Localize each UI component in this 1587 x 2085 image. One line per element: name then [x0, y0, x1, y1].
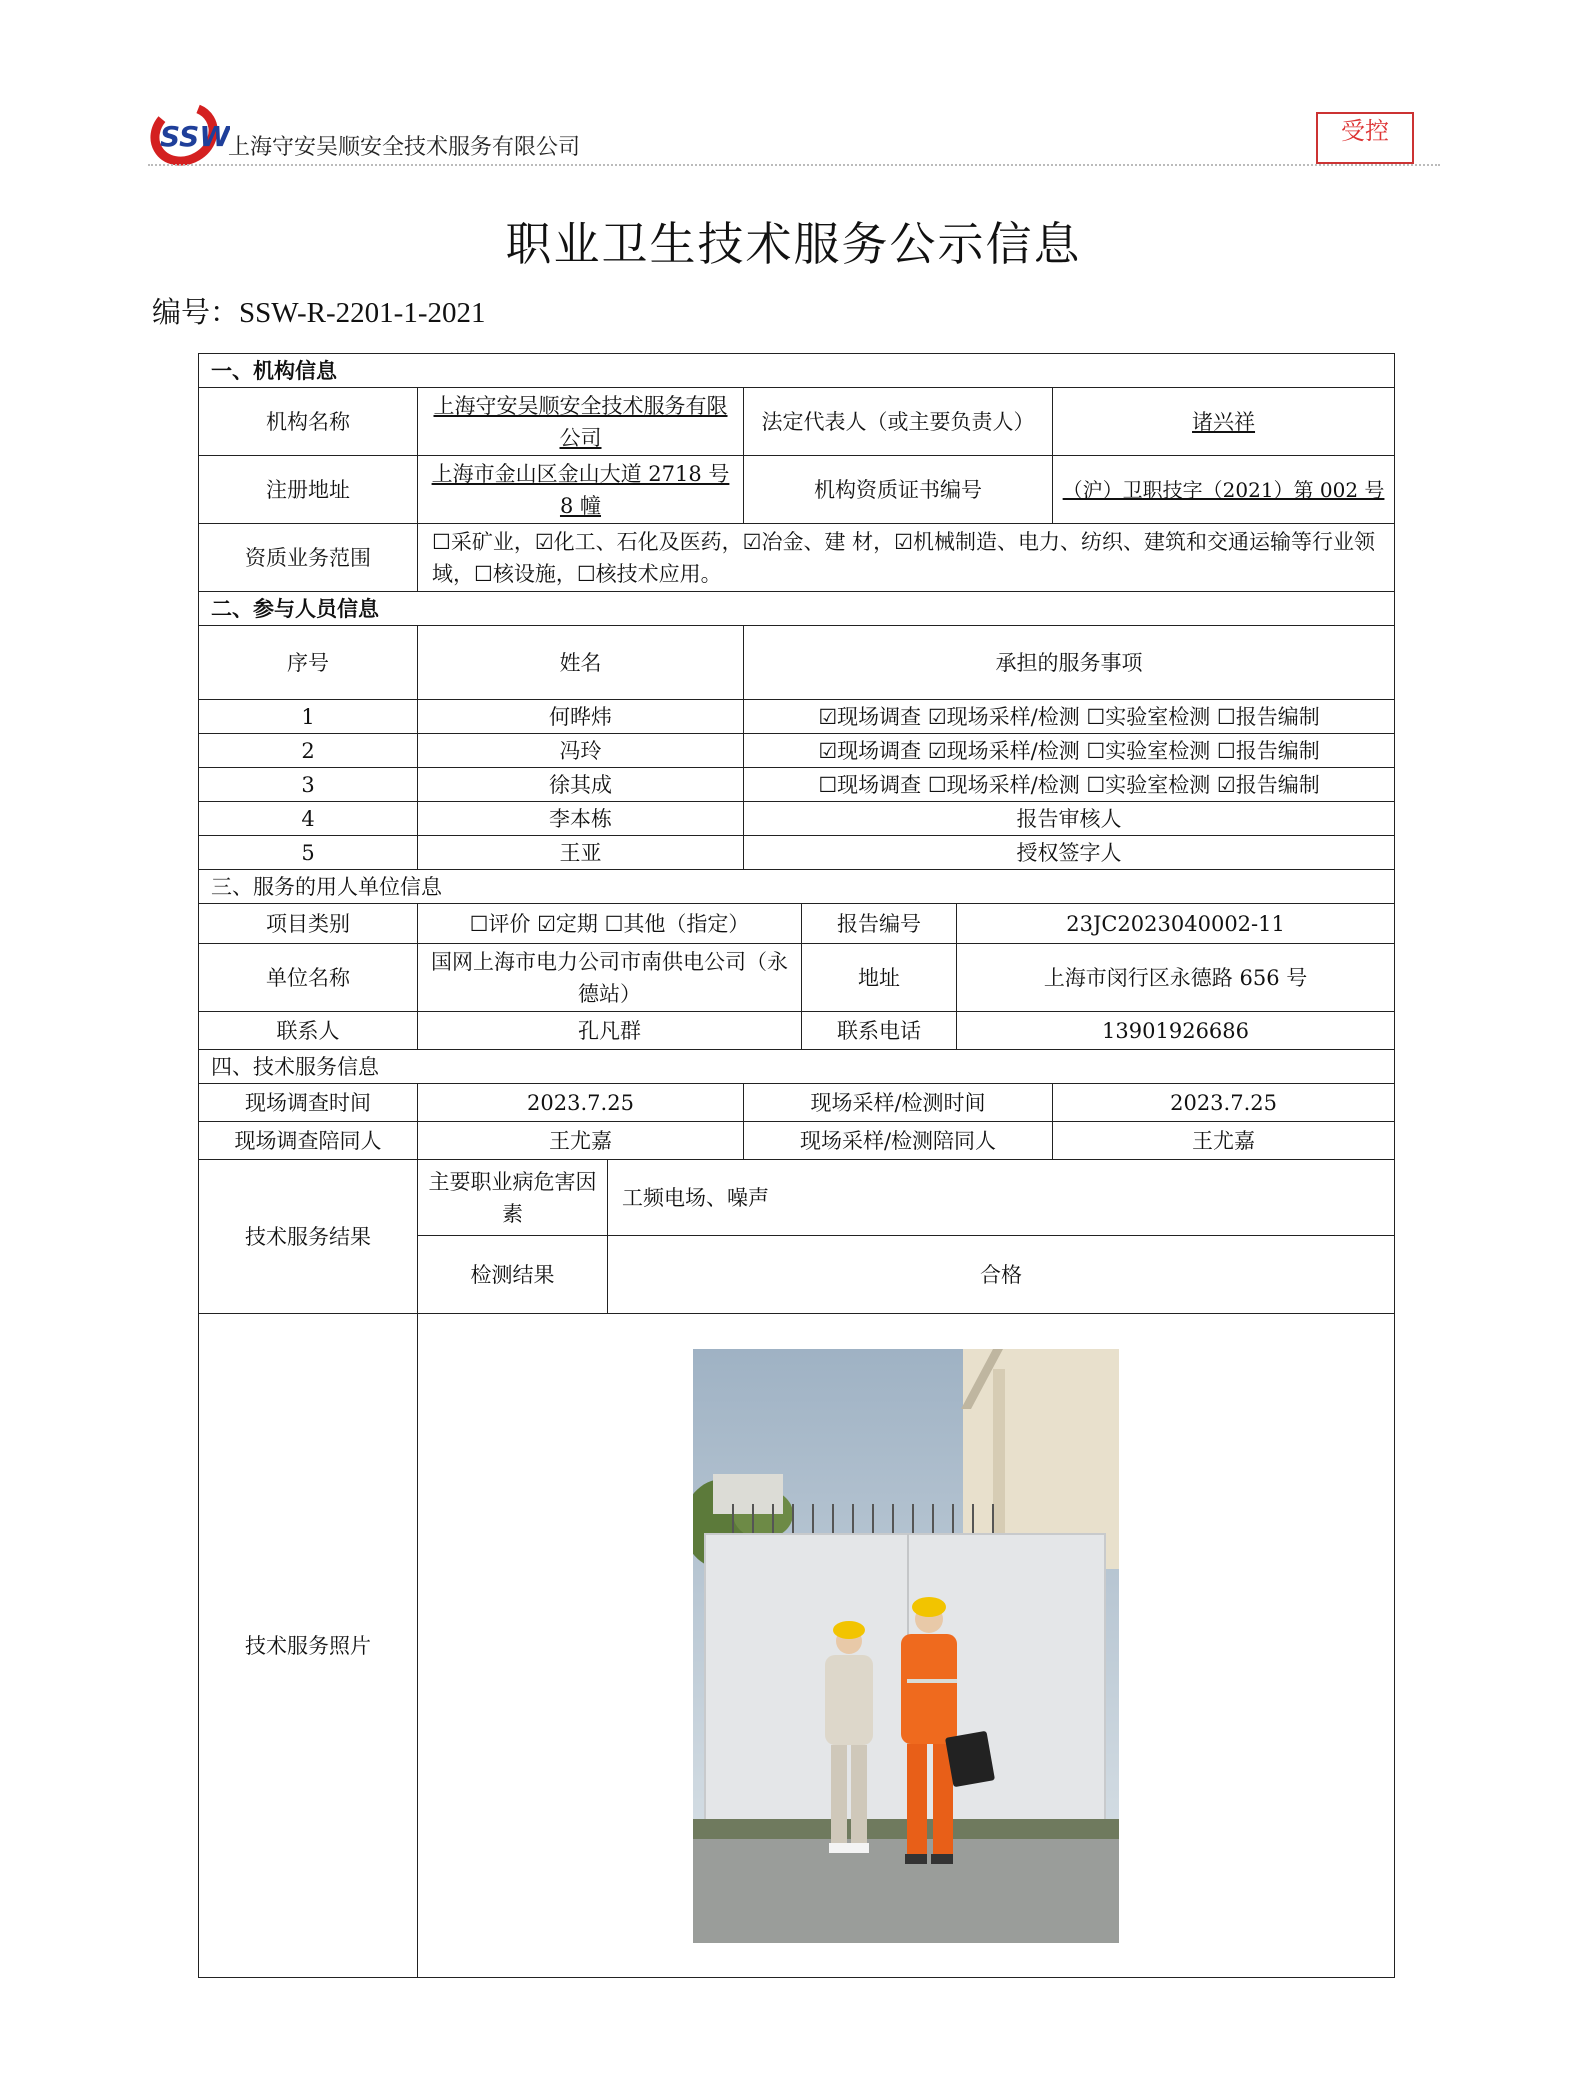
test-result-value: 合格 — [608, 1236, 1395, 1314]
cert-value: （沪）卫职技字（2021）第 002 号 — [1053, 456, 1395, 524]
document-number: 编号：SSW-R-2201-1-2021 — [152, 297, 486, 329]
controlled-stamp: 受控 — [1316, 112, 1414, 164]
sample-time-label: 现场采样/检测时间 — [744, 1084, 1053, 1122]
hazard-value: 工频电场、噪声 — [608, 1160, 1395, 1236]
project-type-label: 项目类别 — [199, 904, 418, 944]
table-row — [199, 734, 1395, 768]
scope-label: 资质业务范围 — [199, 524, 418, 592]
staff-no: 1 — [199, 700, 418, 734]
legal-rep-value: 诸兴祥 — [1053, 388, 1395, 456]
staff-name: 李本栋 — [418, 802, 744, 836]
table-row — [199, 768, 1395, 802]
staff-duty: ☑现场调查 ☑现场采样/检测 ☐实验室检测 ☐报告编制 — [744, 700, 1395, 734]
staff-name: 冯玲 — [418, 734, 744, 768]
logo-text: SSW — [160, 120, 230, 153]
result-label: 技术服务结果 — [199, 1160, 418, 1314]
table-row — [199, 836, 1395, 870]
test-result-label: 检测结果 — [418, 1236, 608, 1314]
staff-name: 何晔炜 — [418, 700, 744, 734]
col-duty-header: 承担的服务事项 — [744, 626, 1395, 700]
col-no-header: 序号 — [199, 626, 418, 700]
page-title: 职业卫生技术服务公示信息 — [505, 217, 1082, 271]
unit-address-label: 地址 — [802, 944, 957, 1012]
photo-cell — [418, 1314, 1395, 1978]
phone-label: 联系电话 — [802, 1012, 957, 1050]
survey-escort-value: 王尤嘉 — [418, 1122, 744, 1160]
staff-duty: 报告审核人 — [744, 802, 1395, 836]
address-label: 注册地址 — [199, 456, 418, 524]
staff-no: 5 — [199, 836, 418, 870]
hazard-label: 主要职业病危害因素 — [418, 1160, 608, 1236]
section-service-heading: 四、技术服务信息 — [199, 1050, 1395, 1084]
sample-time-value: 2023.7.25 — [1053, 1084, 1395, 1122]
scope-value: ☐采矿业，☑化工、石化及医药，☑冶金、建 材，☑机械制造、电力、纺织、建筑和交通运输等行业领域，☐核设施，☐核技术应用。 — [418, 524, 1395, 592]
section-org-heading: 一、机构信息 — [199, 354, 1395, 388]
photo-label: 技术服务照片 — [199, 1314, 418, 1978]
staff-duty: 授权签字人 — [744, 836, 1395, 870]
table-row — [199, 700, 1395, 734]
report-no-label: 报告编号 — [802, 904, 957, 944]
project-type-value: ☐评价 ☑定期 ☐其他（指定） — [418, 904, 802, 944]
unit-value: 国网上海市电力公司市南供电公司（永德站） — [418, 944, 802, 1012]
staff-duty: ☐现场调查 ☐现场采样/检测 ☐实验室检测 ☑报告编制 — [744, 768, 1395, 802]
table-row — [199, 802, 1395, 836]
sample-escort-value: 王尤嘉 — [1053, 1122, 1395, 1160]
service-photo — [693, 1349, 1119, 1943]
header-divider — [148, 164, 1440, 166]
staff-no: 2 — [199, 734, 418, 768]
col-name-header: 姓名 — [418, 626, 744, 700]
report-no-value: 23JC2023040002-11 — [957, 904, 1395, 944]
org-name-value: 上海守安吴顺安全技术服务有限公司 — [418, 388, 744, 456]
staff-duty: ☑现场调查 ☑现场采样/检测 ☐实验室检测 ☐报告编制 — [744, 734, 1395, 768]
phone-value: 13901926686 — [957, 1012, 1395, 1050]
company-header: 上海守安吴顺安全技术服务有限公司 — [228, 135, 581, 160]
section-staff-heading: 二、参与人员信息 — [199, 592, 1395, 626]
contact-value: 孔凡群 — [418, 1012, 802, 1050]
staff-name: 徐其成 — [418, 768, 744, 802]
company-logo — [148, 100, 230, 166]
info-table — [198, 353, 1395, 1978]
survey-time-value: 2023.7.25 — [418, 1084, 744, 1122]
contact-label: 联系人 — [199, 1012, 418, 1050]
survey-escort-label: 现场调查陪同人 — [199, 1122, 418, 1160]
section-client-heading: 三、服务的用人单位信息 — [199, 870, 1395, 904]
unit-label: 单位名称 — [199, 944, 418, 1012]
survey-time-label: 现场调查时间 — [199, 1084, 418, 1122]
staff-no: 4 — [199, 802, 418, 836]
staff-name: 王亚 — [418, 836, 744, 870]
address-value: 上海市金山区金山大道 2718 号 8 幢 — [418, 456, 744, 524]
unit-address-value: 上海市闵行区永德路 656 号 — [957, 944, 1395, 1012]
cert-label: 机构资质证书编号 — [744, 456, 1053, 524]
staff-no: 3 — [199, 768, 418, 802]
sample-escort-label: 现场采样/检测陪同人 — [744, 1122, 1053, 1160]
org-name-label: 机构名称 — [199, 388, 418, 456]
legal-rep-label: 法定代表人（或主要负责人） — [744, 388, 1053, 456]
